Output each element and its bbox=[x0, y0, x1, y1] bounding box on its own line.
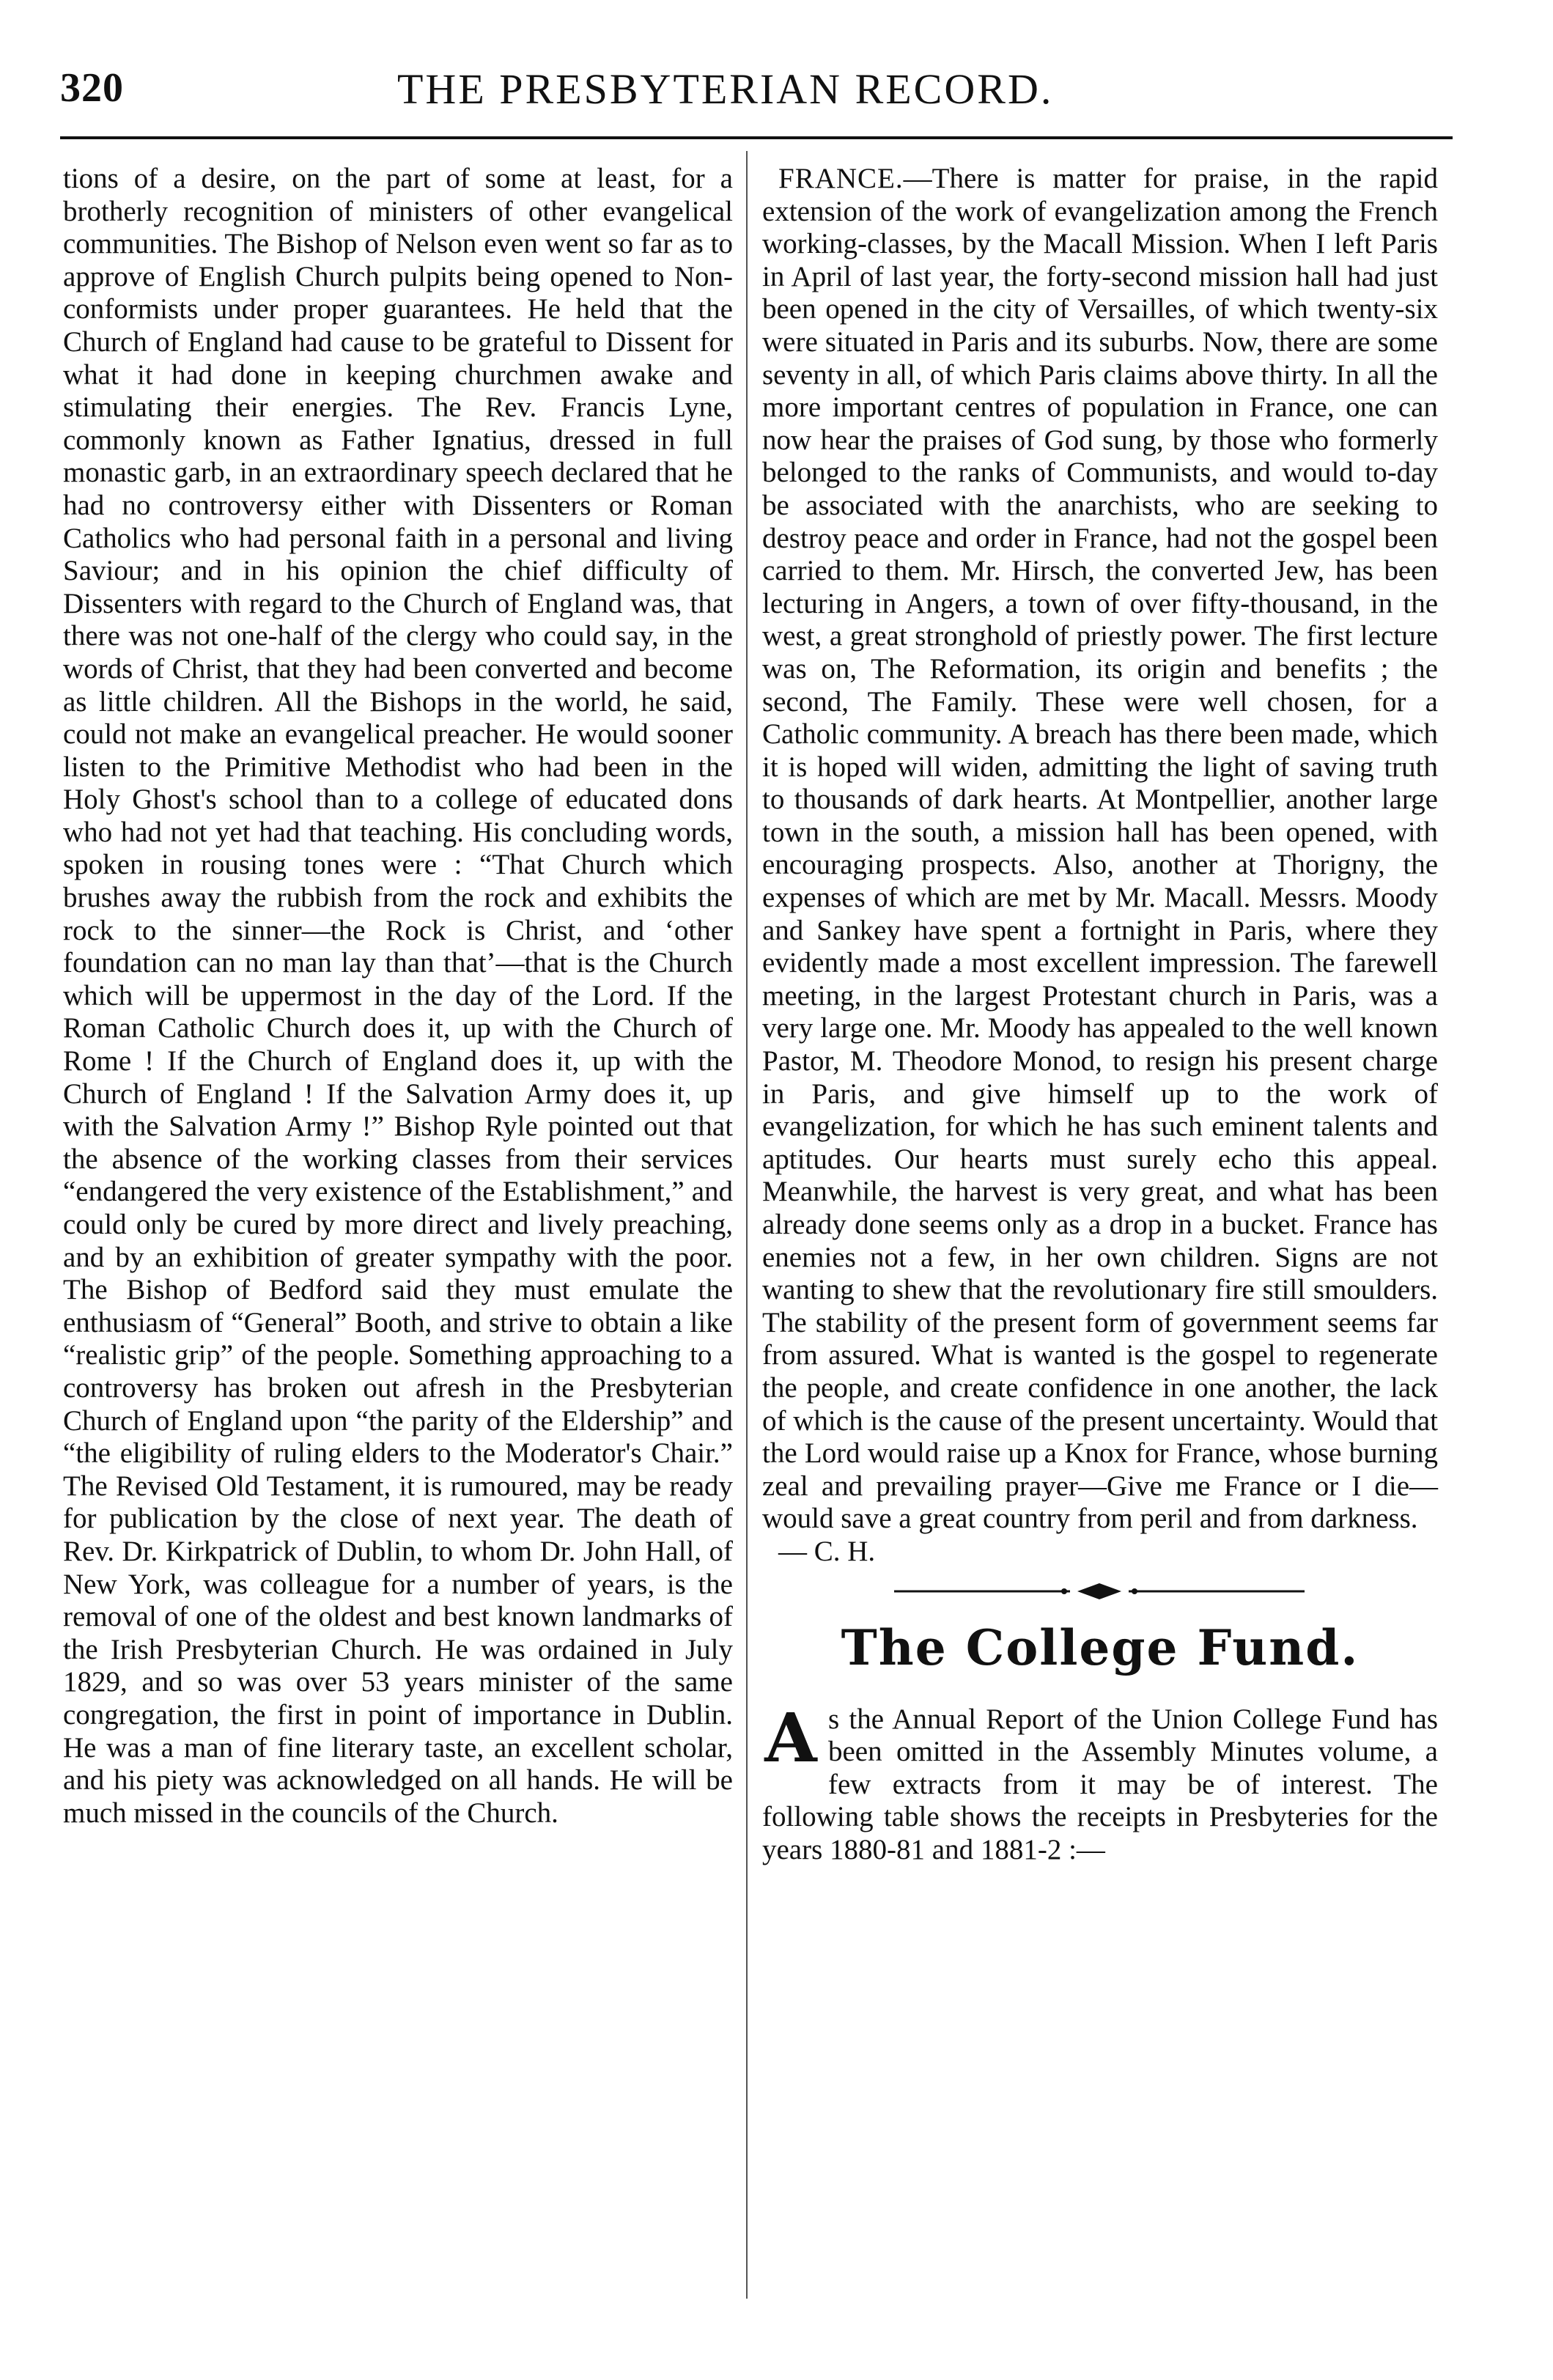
college-fund-heading: The College Fund. bbox=[841, 1618, 1360, 1676]
france-signature: — C. H. bbox=[778, 1535, 876, 1567]
left-column bbox=[63, 163, 733, 1830]
page-header bbox=[60, 60, 1453, 126]
france-kicker: FRANCE. bbox=[778, 163, 904, 194]
column-divider bbox=[746, 151, 748, 2299]
college-fund-text: s the Annual Report of the Union College Fund has been omitted in the Assembly Minutes volume, a few extracts from it may be of interest. The following table shows the receipts in Presbyteries for the years 1880-81 and 1881-2 :— bbox=[762, 1703, 1438, 1865]
header-rule bbox=[60, 136, 1453, 139]
right-column bbox=[762, 163, 1438, 1867]
page-number: 320 bbox=[60, 65, 124, 111]
france-article bbox=[762, 163, 1438, 1569]
ornament-divider-icon bbox=[894, 1579, 1305, 1604]
left-column-text: tions of a desire, on the part of some at least, for a brotherly recognition of ministers of other evangelical communities. The Bishop of Nelson even went so far as to approve of English Church pulpits being opened to Non-conformists under proper guarantees. He held that the Church of England had cause to be grateful to Dissent for what it had done in keeping churchmen awake and stimulating their energies. The Rev. Francis Lyne, commonly known as Father Ignatius, dressed in full monastic garb, in an extraordinary speech declared that he had no controversy either with Dissenters or Roman Catholics who had personal faith in a personal and living Saviour; and in his opinion the chief difficulty of Dissenters with regard to the Church of England was, that there was not one-half of the clergy who could say, in the words of Christ, that they had been converted and become as little children. All the Bishops in the world, he said, could not make an evangelical preacher. He would sooner listen to the Primitive Methodist who had been in the Holy Ghost's school than to a college of educated dons who had not yet had that teaching. His concluding words, spoken in rousing tones were : “That Church which brushes away the rubbish from the rock and exhibits the rock to the sinner—the Rock is Christ, and ‘other foundation can no man lay than that’—that is the Church which will be uppermost in the day of the Lord. If the Roman Catholic Church does it, up with the Church of Rome ! If the Church of England does it, up with the Church of England ! If the Salvation Army does it, up with the Salvation Army !” Bishop Ryle pointed out that the absence of the working classes from their services “endangered the very existence of the Establishment,” and could only be cured by more direct and lively preaching, and by an exhibition of greater sympathy with the poor. The Bishop of Bedford said they must emulate the enthusiasm of “General” Booth, and strive to obtain a like “realistic grip” of the people. Something approaching to a controversy has broken out afresh in the Presbyterian Church of England upon “the parity of the Eldership” and “the eligibility of ruling elders to the Moderator's Chair.” The Revised Old Testament, it is rumoured, may be ready for publication by the close of next year. The death of Rev. Dr. Kirkpatrick of Dublin, to whom Dr. John Hall, of New York, was colleague for a number of years, is the removal of one of the oldest and best known landmarks of the Irish Presbyterian Church. He was ordained in July 1829, and so was over 53 years minister of the same congregation, the first in point of importance in Dublin. He was a man of fine literary taste, an excellent scholar, and his piety was acknowledged on all hands. He will be much missed in the councils of the Church. bbox=[63, 163, 733, 1829]
france-text: —There is matter for praise, in the rapid extension of the work of evangelization among the French working-classes, by the Macall Mission. When I left Paris in April of last year, the forty-second mission hall had just been opened in the city of Versailles, of which twenty-six were situated in Paris and its suburbs. Now, there are some seventy in all, of which Paris claims above thirty. In all the more important centres of population in France, one can now hear the praises of God sung, by those who formerly belonged to the ranks of Communists, and would to-day be associated with the anarchists, who are seeking to destroy peace and order in France, had not the gospel been carried to them. Mr. Hirsch, the converted Jew, has been lecturing in Angers, a town of over fifty-thousand, in the west, a great stronghold of priestly power. The first lecture was on, The Reformation, its origin and benefits ; the second, The Family. These were well chosen, for a Catholic community. A breach has there been made, which it is hoped will widen, admitting the light of saving truth to thousands of dark hearts. At Montpellier, another large town in the south, a mission hall has been opened, with encouraging prospects. Also, another at Thorigny, the expenses of which are met by Mr. Macall. Messrs. Moody and Sankey have spent a fortnight in Paris, where they evidently made a most excellent impression. The farewell meeting, in the largest Protestant church in Paris, was a very large one. Mr. Moody has appealed to the well known Pastor, M. Theodore Monod, to resign his present charge in Paris, and give himself up to the work of evangelization, for which he has such eminent talents and aptitudes. Our hearts must surely echo this appeal. Meanwhile, the harvest is very great, and what has been already done seems only as a drop in a bucket. France has enemies not a few, in her own children. Signs are not wanting to shew that the revolutionary fire still smoulders. The stability of the present form of government seems far from assured. What is wanted is the gospel to regenerate the people, and create confidence in one another, the lack of which is the cause of the present uncertainty. Would that the Lord would raise up a Knox for France, whose burning zeal and prevailing prayer—Give me France or I die—would save a great country from peril and from darkness. bbox=[762, 163, 1438, 1535]
ornament-rule bbox=[762, 1579, 1438, 1604]
drop-cap: A bbox=[764, 1698, 817, 1777]
running-title: THE PRESBYTERIAN RECORD. bbox=[397, 65, 1054, 113]
college-fund-paragraph bbox=[762, 1698, 1438, 1867]
